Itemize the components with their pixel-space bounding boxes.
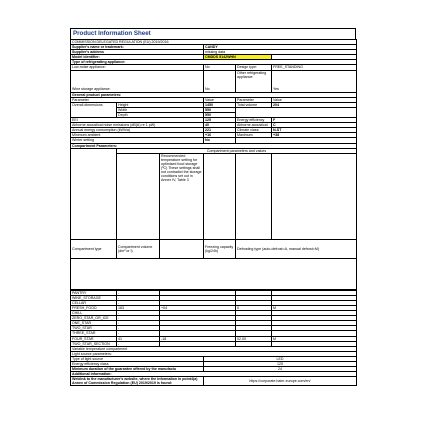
compartment-name: PANTRY xyxy=(71,290,117,295)
rec-temp-label: Recommended temperature setting for optimised food storage (ºC) These settings shall not contradict the storage conditions set out in Annex IV, Table 3 xyxy=(160,153,204,239)
compartment-name: TWO_STAR_SECTION xyxy=(71,341,117,346)
height-label: Height xyxy=(117,102,204,107)
compartment-name: CHILL xyxy=(71,311,117,316)
other-ref-value: Yes xyxy=(272,70,357,92)
width-label: Width xyxy=(117,107,204,112)
compartment-volume: - xyxy=(117,316,160,321)
design-type-value: FREE_STANDING xyxy=(272,65,357,70)
sheet-title: Product Information Sheet xyxy=(70,28,356,39)
min-ambient-label: Minimum ambient xyxy=(71,133,204,138)
guarantee-value: 24 xyxy=(204,367,357,372)
noise-label: Airborne acoustical noise emissions (dB(A) re 1 pW) xyxy=(71,123,204,128)
param-header: Parameter xyxy=(71,97,204,102)
compartment-volume: - xyxy=(117,300,160,305)
wine-label: Wine storage appliance: xyxy=(71,70,204,92)
info-table xyxy=(70,39,357,290)
compartment-params-header: Compartment parameters and values xyxy=(117,148,357,153)
light-type-label: Type of light source xyxy=(71,356,204,361)
min-ambient-value: +16 xyxy=(204,133,236,138)
compartment-name: FOUR_STAR xyxy=(71,336,117,341)
freezing-label: Freezing capacity (kg/24h) xyxy=(204,239,236,258)
address-label: Supplier's address xyxy=(71,50,204,55)
compartment-volume: - xyxy=(117,331,160,336)
compartment-type-label: Compartment type xyxy=(71,239,117,258)
value-header: Value xyxy=(204,97,236,102)
address-value: missing data xyxy=(204,50,357,55)
compartment-name: TWO_STAR xyxy=(71,326,117,331)
winter-value: No xyxy=(204,138,236,143)
compartment-freeze: 02.00 xyxy=(236,336,272,341)
total-volume-value: 204 xyxy=(272,102,357,107)
guarantee-label: Minimum duration of the guarantee offered by the manufactu xyxy=(71,367,204,372)
compartment-volume: - xyxy=(117,295,160,300)
compartment-volume: - xyxy=(117,341,160,346)
noise-value: 40 xyxy=(204,123,236,128)
height-value: 1450 xyxy=(204,102,236,107)
defrost-label: Defrosting type (auto-defrost=A, manual defrost=M) xyxy=(236,239,357,258)
low-noise-value: No xyxy=(204,65,236,70)
light-heading: Light source parameters: xyxy=(71,351,357,356)
depth-value: 550 xyxy=(204,112,236,117)
compartment-name: CELLAR xyxy=(71,300,117,305)
compartment-volume: 163 xyxy=(117,305,160,310)
regulation: COMMISSION DELEGATED REGULATION (EU) 2019/2016 xyxy=(71,40,357,45)
overall-dimensions-label: Overall dimensions xyxy=(71,102,117,117)
compartment-volume: 41 xyxy=(117,336,160,341)
compartment-name: ONE_STAR xyxy=(71,321,117,326)
variable-temp: Variable temperature compartment xyxy=(71,346,357,351)
trademark-value: CANDY xyxy=(204,45,357,50)
model-label: Model identifier: xyxy=(71,55,204,60)
weblink-label: Weblink to the manufacturer's website, where the information in point4(a) Annex of Commission Regulation (EU) 2019/2019 is found: xyxy=(71,377,204,386)
compartment-name: ZERO_STAR_OR_ICE xyxy=(71,316,117,321)
max-label: Maximum xyxy=(236,133,272,138)
general-heading: General product parameters: xyxy=(71,92,357,97)
model-value: CMDDS 5142WHN xyxy=(204,55,272,60)
low-noise-label: Low-noise appliance: xyxy=(71,65,204,70)
eei-value: 125 xyxy=(204,118,236,123)
noise-class-value: C xyxy=(272,123,357,128)
light-class-label: Energy efficiency class xyxy=(71,362,204,367)
energy-class-label: Energy efficiency xyxy=(236,118,272,123)
trademark-label: Supplier's name or trademark: xyxy=(71,45,204,50)
value-header-2: Value xyxy=(272,97,357,102)
weblink-value: https://corporate.haier-europe.com/en/ xyxy=(204,377,357,386)
compartment-temp: -18 xyxy=(160,336,236,341)
compartment-name: WINE_STORAGE xyxy=(71,295,117,300)
annual-energy-label: Annual energy consumption (kWh/a) xyxy=(71,128,204,133)
compartment-name: FRESH_FOOD xyxy=(71,305,117,310)
compartment-freeze: 0 xyxy=(236,305,272,310)
compartment-defrost: M xyxy=(272,336,357,341)
max-value: +38 xyxy=(272,133,357,138)
winter-label: Winter setting xyxy=(71,138,204,143)
compartment-volume: - xyxy=(117,311,160,316)
compartment-volume: - xyxy=(117,290,160,295)
light-class-value: 125 xyxy=(204,362,357,367)
depth-label: Depth xyxy=(117,112,204,117)
other-ref-label: Other refrigerating appliance: xyxy=(236,70,272,92)
width-value: 550 xyxy=(204,107,236,112)
compartment-name: THREE_STAR xyxy=(71,331,117,336)
param-header-2: Parameter xyxy=(236,97,272,102)
compartment-volume: - xyxy=(117,321,160,326)
energy-class-value: F xyxy=(272,118,357,123)
additional-heading: Additional information: xyxy=(71,372,357,377)
compartment-defrost: M xyxy=(272,305,357,310)
annual-energy-value: 221 xyxy=(204,128,236,133)
noise-class-label: Airborne acoustical xyxy=(236,123,272,128)
appliance-type-heading: Type of refrigerating appliance: xyxy=(71,60,357,65)
wine-value: No xyxy=(204,70,236,92)
total-volume-label: Total volume xyxy=(236,102,272,107)
light-type-value: LED xyxy=(204,356,357,361)
climate-value: N-ST xyxy=(272,128,357,133)
climate-label: Climate class: xyxy=(236,128,272,133)
compartment-volume: - xyxy=(117,326,160,331)
eei-label: EEI xyxy=(71,118,204,123)
compartment-rows xyxy=(70,290,357,387)
volume-label: Compartment volume (dm³ or l) xyxy=(117,239,160,258)
compartment-temp: +04 xyxy=(160,305,236,310)
product-information-sheet xyxy=(70,28,356,386)
design-type-label: Design type: xyxy=(236,65,272,70)
compartment-heading: Compartment Parameters: xyxy=(71,143,357,148)
